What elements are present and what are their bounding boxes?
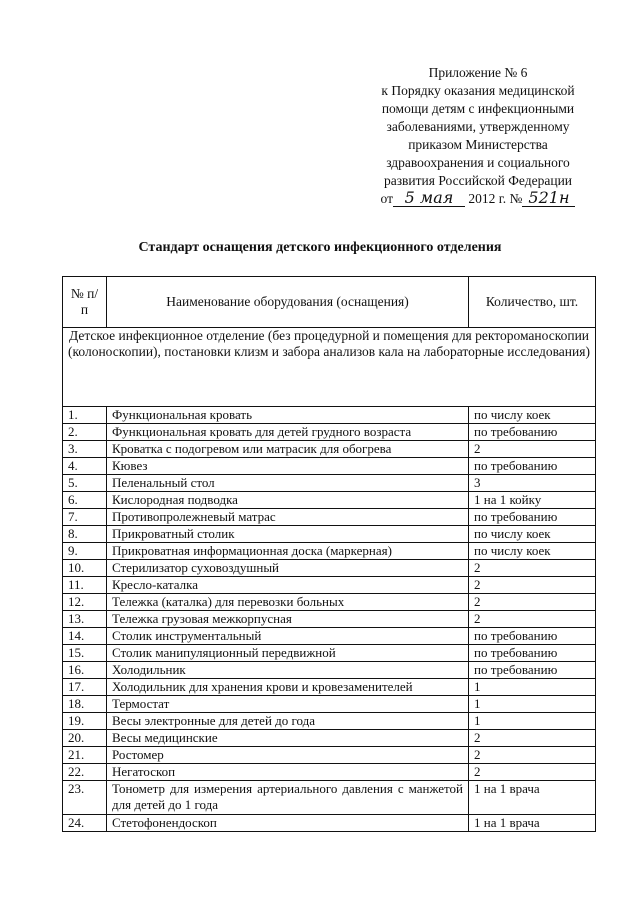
- table-row: [63, 713, 596, 730]
- table-row: [63, 611, 596, 628]
- order-date-line: [358, 190, 598, 208]
- table-row: [63, 662, 596, 679]
- table-row: [63, 679, 596, 696]
- row-number: 4.: [63, 458, 107, 475]
- row-name: Весы медицинские: [107, 730, 469, 747]
- appendix-line: заболеваниями, утвержденному: [386, 119, 570, 134]
- row-quantity: 2: [469, 577, 596, 594]
- header-qty: Количество, шт.: [469, 277, 596, 328]
- handwritten-order-number: 521н: [522, 190, 575, 207]
- row-number: 14.: [63, 628, 107, 645]
- row-quantity: 1: [469, 696, 596, 713]
- appendix-line: помощи детям с инфекционными: [381, 101, 575, 116]
- row-number: 20.: [63, 730, 107, 747]
- row-quantity: по числу коек: [469, 407, 596, 424]
- row-name: Термостат: [107, 696, 469, 713]
- row-name: Негатоскоп: [107, 764, 469, 781]
- row-quantity: 2: [469, 730, 596, 747]
- row-quantity: 2: [469, 560, 596, 577]
- row-quantity: 2: [469, 441, 596, 458]
- appendix-line: к Порядку оказания медицинской: [381, 83, 575, 98]
- date-prefix: от: [380, 191, 393, 206]
- row-number: 19.: [63, 713, 107, 730]
- row-number: 15.: [63, 645, 107, 662]
- row-quantity: по числу коек: [469, 526, 596, 543]
- row-name: Ростомер: [107, 747, 469, 764]
- table-row: [63, 628, 596, 645]
- equipment-table: [62, 276, 596, 832]
- row-quantity: 3: [469, 475, 596, 492]
- row-name: Кроватка с подогревом или матрасик для обогрева: [107, 441, 469, 458]
- row-number: 3.: [63, 441, 107, 458]
- row-name: Тележка (каталка) для перевозки больных: [107, 594, 469, 611]
- row-number: 13.: [63, 611, 107, 628]
- table-row: [63, 747, 596, 764]
- row-name: Функциональная кровать: [107, 407, 469, 424]
- table-row: [63, 696, 596, 713]
- table-header-row: [63, 277, 596, 328]
- row-quantity: по требованию: [469, 662, 596, 679]
- row-name: Прикроватный столик: [107, 526, 469, 543]
- table-row: [63, 764, 596, 781]
- row-name: Кювез: [107, 458, 469, 475]
- row-quantity: 2: [469, 611, 596, 628]
- row-number: 7.: [63, 509, 107, 526]
- row-number: 1.: [63, 407, 107, 424]
- table-row: [63, 543, 596, 560]
- year-text: 2012 г. №: [468, 191, 523, 206]
- row-number: 8.: [63, 526, 107, 543]
- row-quantity: 1 на 1 врача: [469, 781, 596, 815]
- table-row: [63, 407, 596, 424]
- row-quantity: по требованию: [469, 628, 596, 645]
- row-quantity: по требованию: [469, 509, 596, 526]
- row-number: 9.: [63, 543, 107, 560]
- row-number: 12.: [63, 594, 107, 611]
- row-quantity: 1 на 1 койку: [469, 492, 596, 509]
- row-number: 5.: [63, 475, 107, 492]
- row-name: Кресло-каталка: [107, 577, 469, 594]
- row-number: 17.: [63, 679, 107, 696]
- table-row: [63, 475, 596, 492]
- table-row: [63, 781, 596, 815]
- row-name: Стетофонендоскоп: [107, 815, 469, 832]
- table-row: [63, 424, 596, 441]
- row-number: 16.: [63, 662, 107, 679]
- appendix-line: развития Российской Федерации: [383, 173, 573, 188]
- table-row: [63, 577, 596, 594]
- row-quantity: 2: [469, 594, 596, 611]
- table-row: [63, 730, 596, 747]
- row-quantity: по требованию: [469, 645, 596, 662]
- row-name: Столик манипуляционный передвижной: [107, 645, 469, 662]
- row-number: 24.: [63, 815, 107, 832]
- row-number: 10.: [63, 560, 107, 577]
- table-row: [63, 560, 596, 577]
- row-name: Стерилизатор суховоздушный: [107, 560, 469, 577]
- row-name: Холодильник: [107, 662, 469, 679]
- row-quantity: 1: [469, 713, 596, 730]
- row-number: 23.: [63, 781, 107, 815]
- appendix-line: здравоохранения и социального: [386, 155, 570, 170]
- row-number: 18.: [63, 696, 107, 713]
- row-name: Весы электронные для детей до года: [107, 713, 469, 730]
- row-number: 21.: [63, 747, 107, 764]
- header-name: Наименование оборудования (оснащения): [107, 277, 469, 328]
- row-name: Тонометр для измерения артериального давления с манжетой для детей до 1 года: [107, 781, 469, 815]
- row-name: Функциональная кровать для детей грудного возраста: [107, 424, 469, 441]
- row-number: 6.: [63, 492, 107, 509]
- row-name: Холодильник для хранения крови и кровезаменителей: [107, 679, 469, 696]
- document-title: Стандарт оснащения детского инфекционного отделения: [138, 240, 502, 255]
- appendix-block: [358, 64, 598, 208]
- row-quantity: 1: [469, 679, 596, 696]
- appendix-line: Приложение № 6: [428, 65, 528, 80]
- row-name: Пеленальный стол: [107, 475, 469, 492]
- table-row: [63, 492, 596, 509]
- row-quantity: по числу коек: [469, 543, 596, 560]
- table-row: [63, 645, 596, 662]
- header-num: № п/п: [63, 277, 107, 328]
- row-number: 2.: [63, 424, 107, 441]
- table-row: [63, 509, 596, 526]
- row-quantity: 2: [469, 747, 596, 764]
- table-row: [63, 441, 596, 458]
- row-name: Столик инструментальный: [107, 628, 469, 645]
- row-quantity: 1 на 1 врача: [469, 815, 596, 832]
- section-row: [63, 328, 596, 407]
- row-number: 22.: [63, 764, 107, 781]
- row-name: Прикроватная информационная доска (маркерная): [107, 543, 469, 560]
- row-quantity: по требованию: [469, 458, 596, 475]
- section-title: Детское инфекционное отделение (без процедурной и помещения для ректороманоскопии (колоноскопии), постановки клизм и забора анализов кала на лабораторные исследования): [63, 328, 596, 407]
- row-quantity: 2: [469, 764, 596, 781]
- row-name: Противопролежневый матрас: [107, 509, 469, 526]
- table-row: [63, 594, 596, 611]
- row-number: 11.: [63, 577, 107, 594]
- row-quantity: по требованию: [469, 424, 596, 441]
- row-name: Кислородная подводка: [107, 492, 469, 509]
- table-row: [63, 458, 596, 475]
- row-name: Тележка грузовая межкорпусная: [107, 611, 469, 628]
- table-row: [63, 526, 596, 543]
- handwritten-date: 5 мая: [393, 190, 465, 207]
- appendix-line: приказом Министерства: [408, 137, 548, 152]
- table-row: [63, 815, 596, 832]
